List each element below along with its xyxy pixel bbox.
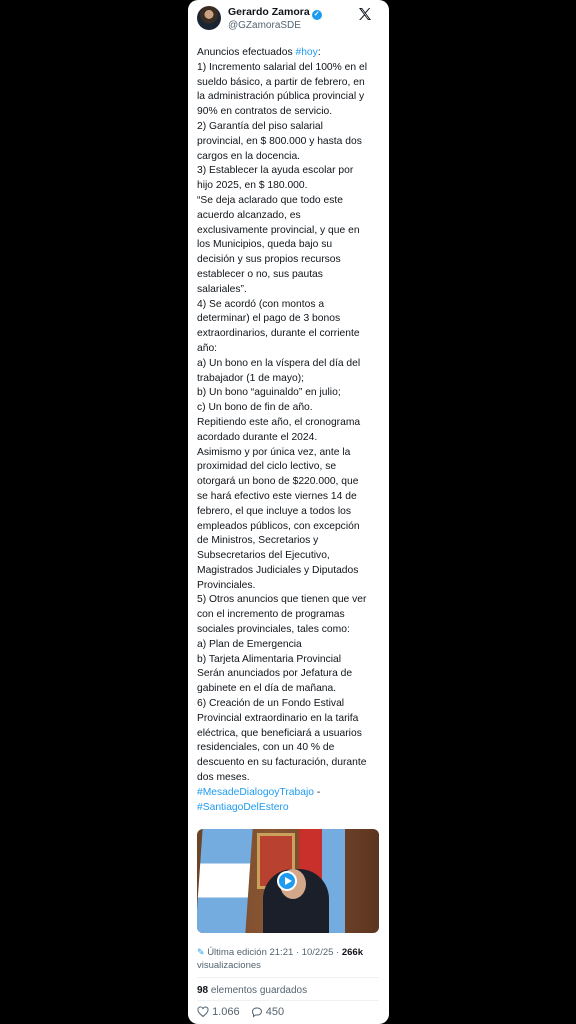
tweet-line: Asimismo y por única vez, ante la [197, 446, 351, 458]
tweet-line: dos meses. [197, 772, 250, 784]
author-handle[interactable]: @GZamoraSDE [228, 20, 301, 31]
tweet-line: 5) Otros anuncios que tienen que ver [197, 594, 367, 606]
tweet-line: acuerdo alcanzado, es [197, 209, 301, 221]
edit-pencil-icon: ✎ [197, 947, 205, 957]
verified-badge-icon: ✓ [312, 10, 322, 20]
bookmarks-label: elementos guardados [208, 985, 308, 996]
tweet-line: otorgará un bono de $220.000, que [197, 476, 359, 488]
tweet-line: exclusivamente provincial, y que en [197, 224, 360, 236]
tweet-line: “Se deja aclarado que todo este [197, 194, 343, 206]
tweet-line: c) Un bono de fin de año. [197, 402, 313, 414]
tweet-line: año: [197, 342, 218, 354]
author-name[interactable]: Gerardo Zamora [228, 6, 310, 18]
hashtag-line-2 [197, 801, 381, 816]
like-count: 1.066 [212, 1006, 240, 1019]
hashtag-mesa[interactable]: #MesadeDialogoyTrabajo [197, 786, 314, 798]
tweet-line: trabajador (1 de mayo); [197, 372, 305, 384]
hashtag-hoy[interactable]: #hoy [295, 47, 318, 58]
tweet-line: descuento en su facturación, durante [197, 757, 367, 769]
tweet-line: 90% en contratos de servicio. [197, 106, 333, 118]
hashtag-santiago[interactable]: #SantiagoDelEstero [197, 801, 289, 813]
tweet-line: hijo 2025, en $ 180.000. [197, 180, 308, 192]
tweet-lines [197, 61, 381, 786]
tweet-text [197, 46, 381, 815]
argentina-flag [197, 829, 253, 933]
author-name-row[interactable] [228, 6, 322, 20]
tweet-line: cargos en la docencia. [197, 150, 301, 162]
avatar[interactable] [197, 6, 221, 30]
tweet-line: Serán anunciados por Jefatura de [197, 668, 353, 680]
divider [197, 977, 379, 978]
tweet-line: de Ministros, Secretarios y [197, 535, 319, 547]
views-label: visualizaciones [197, 960, 261, 971]
tweet-line: 6) Creación de un Fondo Estival [197, 698, 345, 710]
tweet-line: Repitiendo este año, el cronograma [197, 416, 361, 428]
views-count: 266k [341, 947, 363, 958]
bookmarks-stat[interactable] [197, 985, 307, 996]
tweet-line: a) Un bono en la víspera del día del [197, 357, 361, 369]
tweet-line: extraordinarios, durante el corriente [197, 328, 360, 340]
action-bar [197, 1006, 284, 1018]
tweet-line: acordado durante el 2024. [197, 431, 318, 443]
divider [197, 1000, 379, 1001]
tweet-line: proximidad del ciclo lectivo, se [197, 461, 337, 473]
tweet-line: la administración pública provincial y [197, 91, 365, 103]
tweet-line-first: Anuncios efectuados #hoy: [197, 47, 321, 58]
x-logo-icon[interactable] [357, 6, 373, 22]
tweet-line: b) Un bono “aguinaldo” en julio; [197, 387, 341, 399]
video-thumbnail[interactable] [197, 829, 379, 933]
tweet-line: b) Tarjeta Alimentaria Provincial [197, 653, 342, 665]
tweet-line: Provincial extraordinario en la tarifa [197, 712, 359, 724]
tweet-line: eléctrica, que beneficiará a usuarios [197, 727, 362, 739]
tweet-header [196, 4, 381, 34]
reply-button[interactable] [251, 1006, 284, 1018]
tweet-line: los Municipios, queda bajo su [197, 239, 333, 251]
tweet-line: Magistrados Judiciales y Diputados [197, 564, 359, 576]
tweet-line: febrero, el que incluye a todos los [197, 505, 351, 517]
tweet-line: Subsecretarios del Ejecutivo, [197, 550, 330, 562]
tweet-line: salariales”. [197, 283, 247, 295]
tweet-line: Provinciales. [197, 579, 256, 591]
heart-icon [197, 1006, 209, 1018]
tweet-line: sociales provinciales, tales como: [197, 624, 350, 636]
tweet-line: residenciales, con un 40 % de [197, 742, 335, 754]
tweet-line: sueldo básico, a partir de febrero, en [197, 76, 365, 88]
tweet-line: 3) Establecer la ayuda escolar por [197, 165, 354, 177]
post-meta [197, 946, 381, 972]
tweet-line: establecer o no, sus pautas [197, 268, 323, 280]
edited-timestamp[interactable]: Última edición 21:21 · 10/2/25 · [207, 947, 342, 958]
tweet-line: 2) Garantía del piso salarial [197, 120, 323, 132]
tweet-line: con el incremento de programas [197, 609, 345, 621]
tweet-card [188, 0, 389, 1024]
like-button[interactable] [197, 1006, 240, 1018]
tweet-line: determinar) el pago de 3 bonos [197, 313, 341, 325]
tweet-line: 1) Incremento salarial del 100% en el [197, 61, 367, 73]
tweet-line: gabinete en el día de mañana. [197, 683, 337, 695]
reply-count: 450 [265, 1006, 285, 1019]
tweet-line: se hará efectivo este viernes 14 de [197, 490, 357, 502]
tweet-line: decisión y sus propios recursos [197, 254, 341, 266]
reply-icon [251, 1006, 263, 1018]
tweet-line: 4) Se acordó (con montos a [197, 298, 325, 310]
tweet-line: provincial, en $ 800.000 y hasta dos [197, 135, 362, 147]
tweet-line: a) Plan de Emergencia [197, 638, 302, 650]
play-icon[interactable] [277, 871, 297, 891]
tweet-line: empleados públicos, con excepción [197, 520, 360, 532]
bookmarks-count: 98 [197, 985, 209, 996]
hashtag-line: #MesadeDialogoyTrabajo - [197, 786, 321, 798]
